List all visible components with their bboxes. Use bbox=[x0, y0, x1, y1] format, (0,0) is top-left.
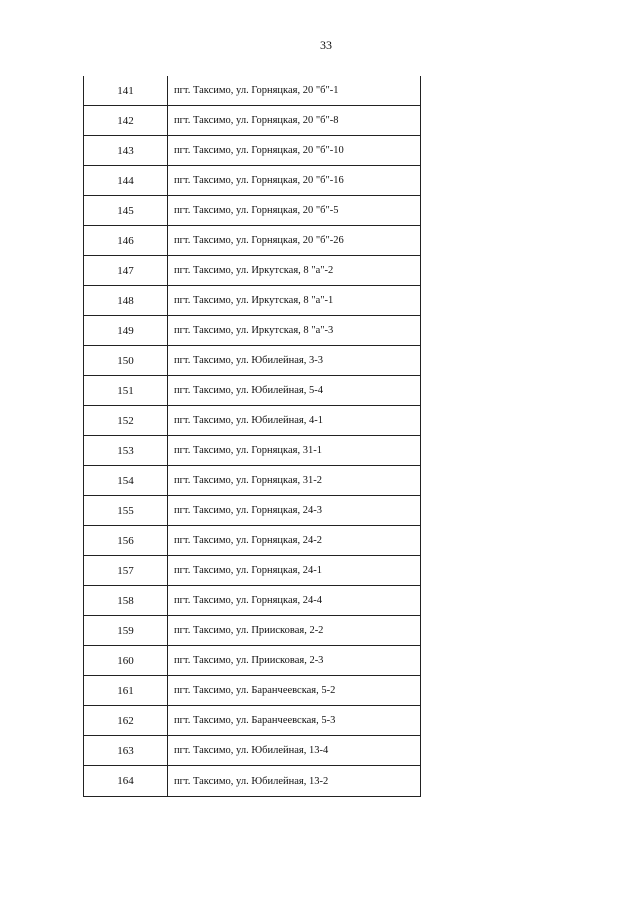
row-number-cell: 142 bbox=[84, 106, 168, 135]
address-cell: пгт. Таксимо, ул. Юбилейная, 13-2 bbox=[174, 775, 329, 787]
address-cell: пгт. Таксимо, ул. Горняцкая, 20 "б"-5 bbox=[174, 205, 339, 216]
table-row bbox=[84, 166, 420, 196]
row-number-cell: 164 bbox=[84, 766, 168, 796]
address-cell: пгт. Таксимо, ул. Юбилейная, 13-4 bbox=[174, 745, 329, 756]
address-cell: пгт. Таксимо, ул. Баранчеевская, 5-2 bbox=[174, 685, 336, 696]
table-row bbox=[84, 376, 420, 406]
table-row bbox=[84, 736, 420, 766]
row-number-cell: 150 bbox=[84, 346, 168, 375]
address-cell: пгт. Таксимо, ул. Иркутская, 8 "а"-2 bbox=[174, 265, 334, 276]
row-number-cell: 160 bbox=[84, 646, 168, 675]
row-number-cell: 148 bbox=[84, 286, 168, 315]
address-cell: пгт. Таксимо, ул. Юбилейная, 3-3 bbox=[174, 355, 323, 366]
address-cell: пгт. Таксимо, ул. Горняцкая, 24-1 bbox=[174, 565, 322, 576]
address-cell: пгт. Таксимо, ул. Приисковая, 2-2 bbox=[174, 625, 324, 636]
table-row bbox=[84, 526, 420, 556]
row-number-cell: 158 bbox=[84, 586, 168, 615]
table-row bbox=[84, 676, 420, 706]
address-cell: пгт. Таксимо, ул. Горняцкая, 20 "б"-8 bbox=[174, 115, 339, 126]
table-row bbox=[84, 466, 420, 496]
address-cell: пгт. Таксимо, ул. Горняцкая, 31-2 bbox=[174, 475, 322, 486]
address-cell: пгт. Таксимо, ул. Горняцкая, 20 "б"-10 bbox=[174, 145, 344, 156]
address-cell: пгт. Таксимо, ул. Юбилейная, 5-4 bbox=[174, 385, 323, 396]
address-cell: пгт. Таксимо, ул. Баранчеевская, 5-3 bbox=[174, 715, 336, 726]
row-number-cell: 145 bbox=[84, 196, 168, 225]
page-number: 33 bbox=[320, 38, 332, 52]
address-cell: пгт. Таксимо, ул. Горняцкая, 20 "б"-1 bbox=[174, 85, 339, 96]
table-row bbox=[84, 76, 420, 106]
row-number-cell: 155 bbox=[84, 496, 168, 525]
address-cell: пгт. Таксимо, ул. Горняцкая, 24-3 bbox=[174, 505, 322, 516]
row-number-cell: 152 bbox=[84, 406, 168, 435]
row-number-cell: 141 bbox=[84, 76, 168, 105]
address-cell: пгт. Таксимо, ул. Юбилейная, 4-1 bbox=[174, 415, 323, 426]
row-number-cell: 163 bbox=[84, 736, 168, 765]
table-row bbox=[84, 766, 420, 796]
row-number-cell: 162 bbox=[84, 706, 168, 735]
table-row bbox=[84, 586, 420, 616]
table-row bbox=[84, 556, 420, 586]
row-number-cell: 144 bbox=[84, 166, 168, 195]
row-number-cell: 153 bbox=[84, 436, 168, 465]
row-number-cell: 143 bbox=[84, 136, 168, 165]
row-number-cell: 161 bbox=[84, 676, 168, 705]
table-row bbox=[84, 256, 420, 286]
table-row bbox=[84, 136, 420, 166]
row-number-cell: 157 bbox=[84, 556, 168, 585]
address-cell: пгт. Таксимо, ул. Горняцкая, 31-1 bbox=[174, 445, 322, 456]
table-row bbox=[84, 706, 420, 736]
table-row bbox=[84, 346, 420, 376]
address-cell: пгт. Таксимо, ул. Горняцкая, 20 "б"-16 bbox=[174, 175, 344, 186]
table-row bbox=[84, 436, 420, 466]
row-number-cell: 146 bbox=[84, 226, 168, 255]
table-row bbox=[84, 406, 420, 436]
table-row bbox=[84, 316, 420, 346]
row-number-cell: 159 bbox=[84, 616, 168, 645]
table-row bbox=[84, 496, 420, 526]
table-row bbox=[84, 616, 420, 646]
address-cell: пгт. Таксимо, ул. Горняцкая, 24-4 bbox=[174, 595, 322, 606]
address-cell: пгт. Таксимо, ул. Иркутская, 8 "а"-1 bbox=[174, 295, 334, 306]
address-cell: пгт. Таксимо, ул. Горняцкая, 24-2 bbox=[174, 535, 322, 546]
row-number-cell: 151 bbox=[84, 376, 168, 405]
address-table bbox=[83, 76, 421, 797]
table-row bbox=[84, 196, 420, 226]
address-cell: пгт. Таксимо, ул. Горняцкая, 20 "б"-26 bbox=[174, 235, 344, 246]
row-number-cell: 156 bbox=[84, 526, 168, 555]
table-row bbox=[84, 106, 420, 136]
address-cell: пгт. Таксимо, ул. Приисковая, 2-3 bbox=[174, 655, 324, 666]
row-number-cell: 147 bbox=[84, 256, 168, 285]
table-row bbox=[84, 226, 420, 256]
address-cell: пгт. Таксимо, ул. Иркутская, 8 "а"-3 bbox=[174, 325, 334, 336]
table-row bbox=[84, 286, 420, 316]
row-number-cell: 149 bbox=[84, 316, 168, 345]
table-row bbox=[84, 646, 420, 676]
row-number-cell: 154 bbox=[84, 466, 168, 495]
